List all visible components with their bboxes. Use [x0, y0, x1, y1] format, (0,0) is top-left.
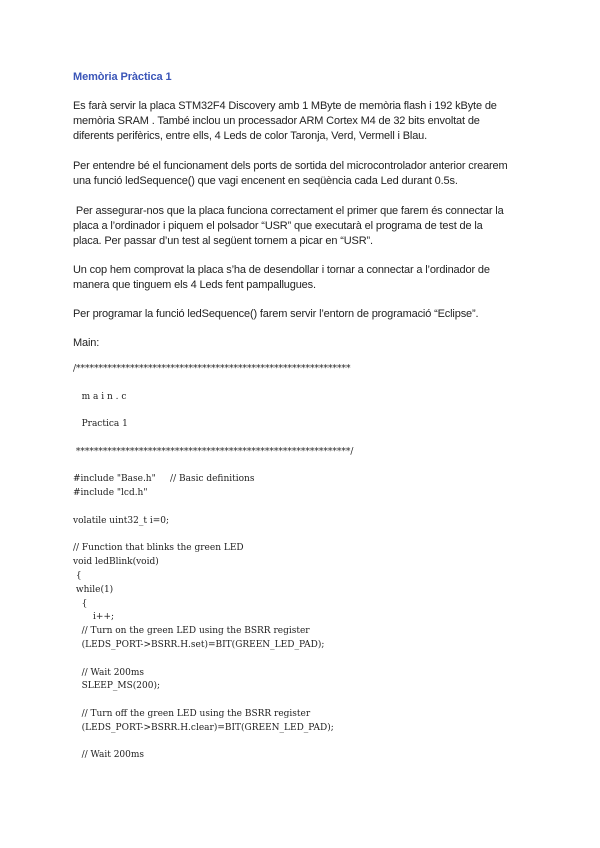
code-line: {	[73, 570, 82, 581]
document-title: Memòria Pràctica 1	[73, 71, 172, 83]
text-line: Un cop hem comprovat la placa s’ha de desendollar i tornar a connectar a l’ordinador de	[73, 264, 490, 276]
text-line: Per assegurar-nos que la placa funciona correctament el primer que farem és connectar la	[73, 205, 504, 217]
code-line	[73, 529, 533, 543]
code-line	[73, 404, 533, 418]
text-line: placa a l’ordinador i piquem el polsador “USR” que executarà el programa de test de la	[73, 220, 483, 232]
paragraph-eclipse	[73, 307, 533, 322]
text-line: una funció ledSequence() que vagi encenent en seqüència cada Led durant 0.5s.	[73, 175, 458, 187]
code-line: i++;	[73, 612, 115, 623]
code-line: /*************************************************************	[73, 364, 351, 374]
code-line	[73, 694, 533, 708]
code-line: #include "lcd.h"	[73, 488, 148, 499]
code-line: // Turn on the green LED using the BSRR register	[73, 626, 310, 637]
paragraph-board-description	[73, 99, 533, 144]
code-line: void ledBlink(void)	[73, 557, 159, 568]
code-line	[73, 653, 533, 667]
text-line: Main:	[73, 337, 100, 349]
code-line: // Function that blinks the green LED	[73, 543, 244, 554]
code-line	[73, 432, 533, 446]
code-line: // Wait 200ms	[73, 667, 145, 678]
text-line: Per programar la funció ledSequence() farem servir l’entorn de programació “Eclipse”.	[73, 308, 479, 320]
code-line: #include "Base.h" // Basic definitions	[73, 474, 255, 485]
code-line: SLEEP_MS(200);	[73, 681, 161, 692]
code-line: // Turn off the green LED using the BSRR register	[73, 708, 311, 719]
paragraph-reconnect	[73, 263, 533, 293]
code-line: m a i n . c	[73, 391, 127, 402]
code-line	[73, 460, 533, 474]
code-line	[73, 377, 533, 391]
code-line: (LEDS_PORT->BSRR.H.set)=BIT(GREEN_LED_PAD);	[73, 639, 325, 650]
code-line: // Wait 200ms	[73, 750, 145, 761]
text-line: Per entendre bé el funcionament dels ports de sortida del microcontrolador anterior crearem	[73, 160, 508, 172]
code-line: *************************************************************/	[73, 446, 354, 457]
paragraph-test-board	[73, 204, 533, 249]
code-line	[73, 501, 533, 515]
text-line: manera que tinguem els 4 Leds fent pampallugues.	[73, 279, 316, 291]
text-line: Es farà servir la placa STM32F4 Discovery amb 1 MByte de memòria flash i 192 kByte de	[73, 100, 497, 112]
code-line: (LEDS_PORT->BSRR.H.clear)=BIT(GREEN_LED_PAD);	[73, 722, 334, 733]
paragraph-main-label	[73, 336, 533, 351]
code-line: {	[73, 598, 88, 609]
text-line: memòria SRAM . També inclou un processador ARM Cortex M4 de 32 bits envoltat de	[73, 115, 480, 127]
code-line: Practica 1	[73, 419, 128, 430]
code-line	[73, 736, 533, 750]
paragraph-led-sequence	[73, 159, 533, 189]
text-line: placa. Per passar d’un test al següent tornem a picar en “USR”.	[73, 235, 373, 247]
code-listing	[73, 363, 533, 763]
code-line: while(1)	[73, 584, 114, 595]
text-line: diferents perifèrics, entre ells, 4 Leds de color Taronja, Verd, Vermell i Blau.	[73, 130, 428, 142]
code-line: volatile uint32_t i=0;	[73, 515, 170, 526]
